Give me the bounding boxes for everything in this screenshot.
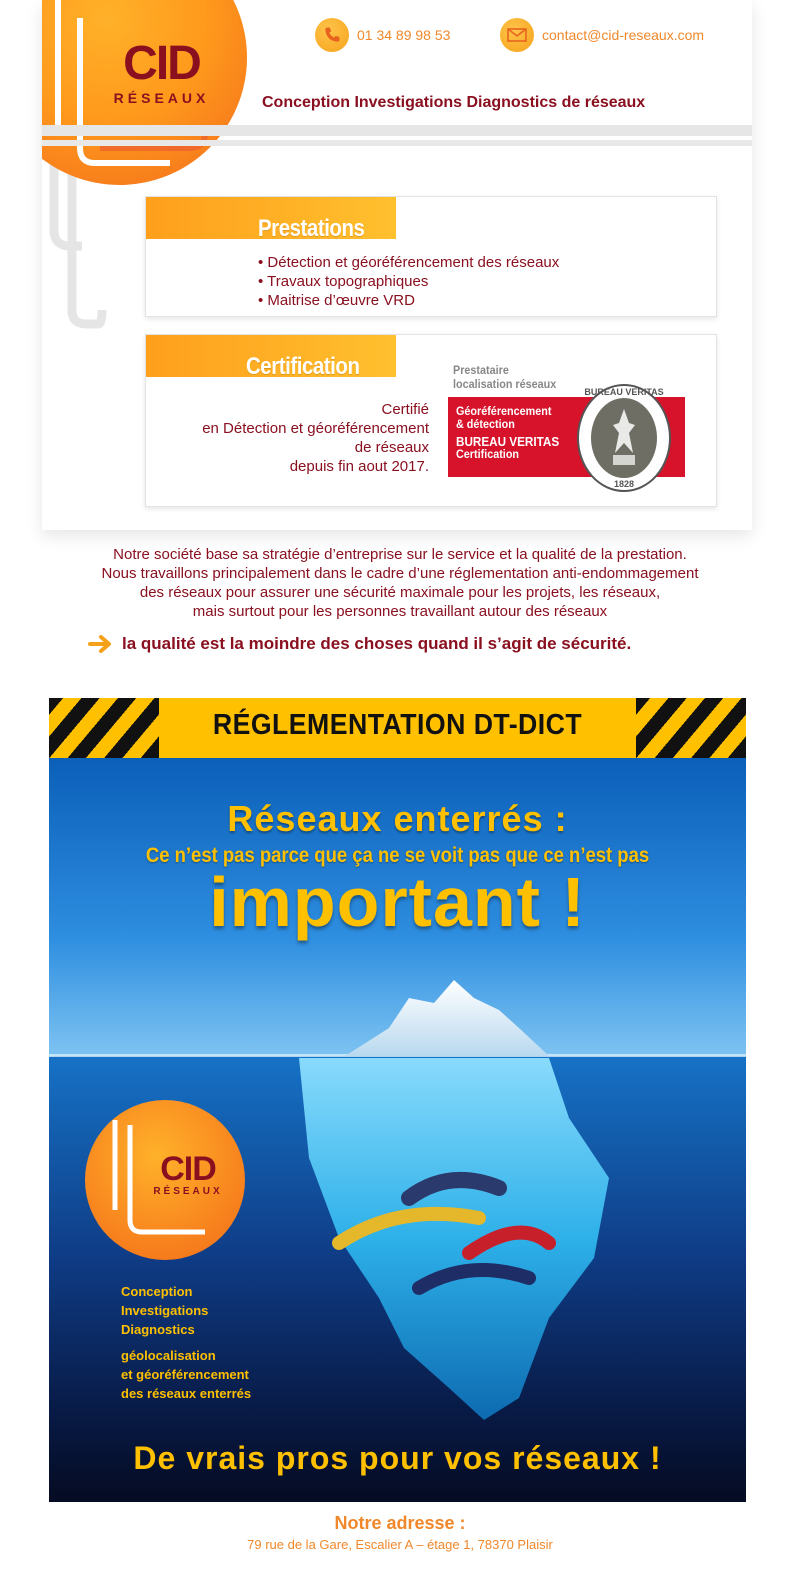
mail-icon <box>500 18 534 52</box>
address-line: 79 rue de la Gare, Escalier A – étage 1, 78370 Plaisir <box>247 1537 553 1552</box>
poster-logo-sub: RÉSEAUX <box>153 1186 223 1197</box>
poster-description-a: Conception Investigations Diagnostics <box>121 1284 209 1337</box>
prestations-list <box>258 253 559 310</box>
phone-number: 01 34 89 98 53 <box>357 27 451 43</box>
svg-text:1828: 1828 <box>613 479 635 489</box>
bv-label: Prestataire localisation réseaux <box>453 363 557 391</box>
dt-dict-poster <box>49 698 746 1502</box>
bureau-veritas-badge: Géoréférencement & détection BUREAU VERITAS Certification BUREAU VERITAS 1828 <box>448 397 685 477</box>
intro-line: mais surtout pour les personnes travaillant autour des réseaux <box>192 603 608 620</box>
header-stripes <box>42 125 752 150</box>
logo[interactable] <box>94 37 229 106</box>
list-item: • Détection et géoréférencement des réseaux <box>258 253 559 272</box>
intro-text <box>0 545 800 621</box>
headline-3: important ! <box>209 863 586 941</box>
banner-title: RÉGLEMENTATION DT-DICT <box>212 709 583 741</box>
poster-logo-main: CID <box>160 1150 216 1188</box>
punchline <box>88 634 631 654</box>
list-item: • Travaux topographiques <box>258 272 559 291</box>
punchline-text: la qualité est la moindre des choses quand il s’agit de sécurité. <box>122 634 632 653</box>
cert-line: depuis fin aout 2017. <box>289 458 429 475</box>
poster-logo <box>85 1100 245 1260</box>
cert-line: de réseaux <box>354 439 429 456</box>
svg-text:BUREAU VERITAS: BUREAU VERITAS <box>584 387 664 397</box>
headline-2: Ce n’est pas parce que ça ne se voit pas que ce n’est pas <box>145 844 650 867</box>
phone-contact[interactable] <box>315 18 450 52</box>
intro-line: des réseaux pour assurer une sécurité maximale pour les projets, les réseaux, <box>139 584 661 601</box>
header-card <box>42 0 752 530</box>
certification-title: Certification <box>246 353 360 380</box>
list-item: • Maitrise d’œuvre VRD <box>258 291 559 310</box>
certification-box <box>145 334 717 507</box>
poster-slogan: De vrais pros pour vos réseaux ! <box>133 1440 662 1476</box>
certification-text <box>202 400 429 476</box>
tagline: Conception Investigations Diagnostics de réseaux <box>262 94 646 111</box>
prestations-box <box>145 196 717 317</box>
hazard-stripes-right <box>636 698 746 758</box>
hazard-stripes-left <box>49 698 159 758</box>
cert-line: Certifié <box>381 401 429 418</box>
logo-sub: RÉSEAUX <box>113 90 210 106</box>
email-contact[interactable] <box>500 18 704 52</box>
phone-icon <box>315 18 349 52</box>
headline-1: Réseaux enterrés : <box>227 798 568 839</box>
hazard-banner <box>49 698 746 758</box>
cert-line: en Détection et géoréférencement <box>202 420 429 437</box>
intro-line: Notre société base sa stratégie d’entreprise sur le service et la qualité de la prestation. <box>113 546 687 563</box>
email-address: contact@cid-reseaux.com <box>542 27 705 43</box>
address-title: Notre adresse : <box>334 1513 466 1533</box>
poster-description-b: géolocalisation et géoréférencement des réseaux enterrés <box>121 1348 252 1401</box>
arrow-right-icon <box>88 635 114 653</box>
logo-main: CID <box>123 37 200 90</box>
prestations-title: Prestations <box>258 215 365 242</box>
intro-line: Nous travaillons principalement dans le cadre d’une réglementation anti-endommagement <box>101 565 699 582</box>
bureau-veritas-seal-icon <box>575 383 673 493</box>
